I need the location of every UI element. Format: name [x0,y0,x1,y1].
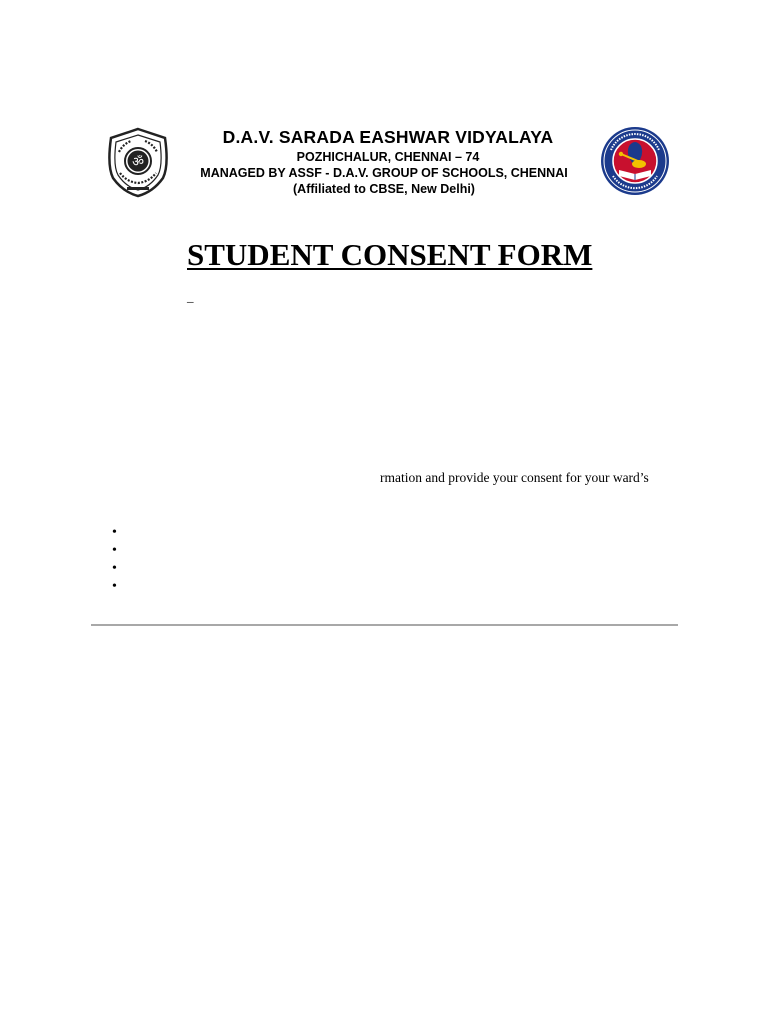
bullet-list [112,524,117,596]
school-management: MANAGED BY ASSF - D.A.V. GROUP OF SCHOOLS, CHENNAI [200,166,568,180]
list-item: • [112,525,117,540]
school-address: POZHICHALUR, CHENNAI – 74 [296,150,480,164]
svg-text:ॐ: ॐ [132,155,144,170]
dav-group-logo [103,126,173,198]
list-item: • [112,561,117,576]
consent-text: rmation and provide your consent for your ward’s [380,470,649,485]
list-item: • [112,543,117,558]
horizontal-divider [91,624,678,626]
veena-emblem-icon [599,124,671,198]
om-emblem-icon [103,126,173,198]
school-logo [599,124,671,198]
school-header [188,126,588,197]
list-item: • [112,579,117,594]
dash-mark: _ [187,289,194,304]
school-name: D.A.V. SARADA EASHWAR VIDYALAYA [222,127,554,147]
form-title: STUDENT CONSENT FORM [187,237,593,272]
school-affiliation: (Affiliated to CBSE, New Delhi) [293,182,475,196]
